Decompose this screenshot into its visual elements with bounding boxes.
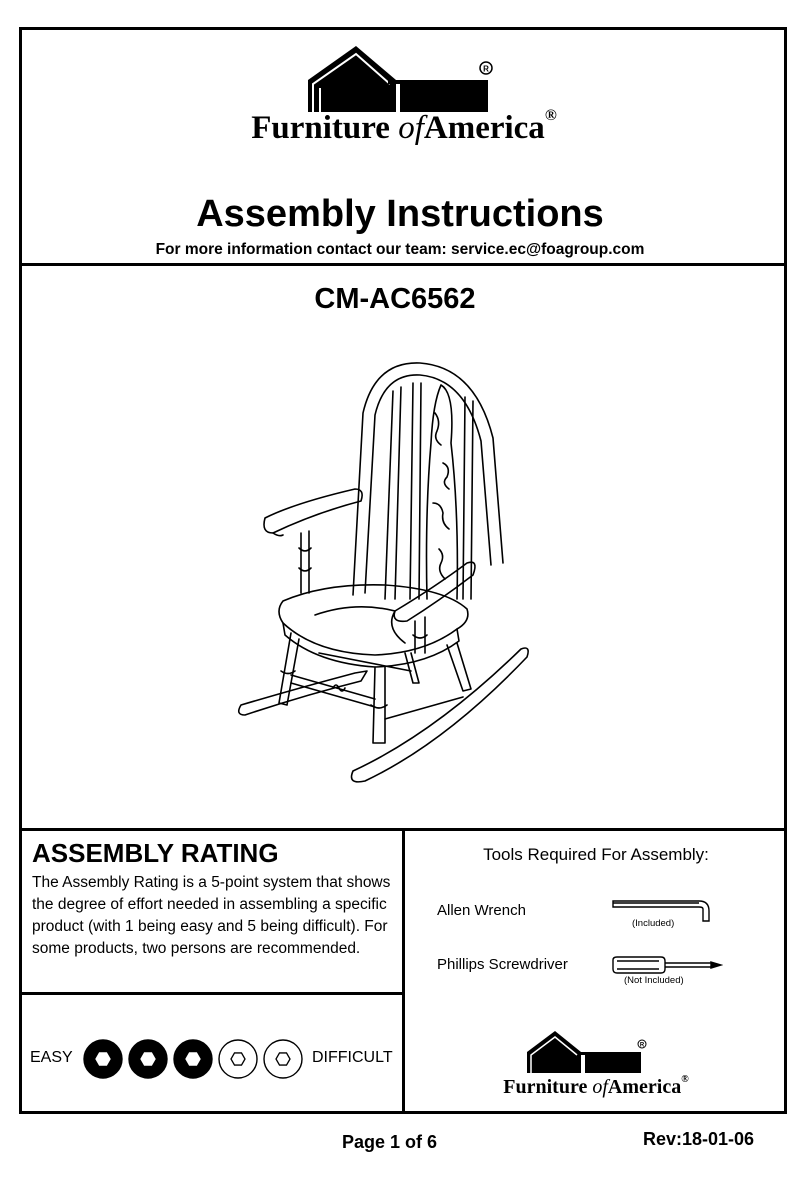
house-logo-small-icon [525, 1030, 647, 1075]
brand-name-small: Furniture ofAmerica® [503, 1074, 689, 1098]
tool-screwdriver-note: (Not Included) [624, 975, 684, 986]
tool-allen-wrench-label: Allen Wrench [437, 902, 526, 919]
rating-divider [19, 992, 404, 995]
screwdriver-icon [611, 955, 723, 975]
rating-dot-filled [84, 1040, 122, 1078]
contact-line: For more information contact our team: service.ec@foagroup.com [155, 241, 645, 258]
model-number: CM-AC6562 [314, 283, 476, 315]
rating-scale [83, 1038, 308, 1080]
document-title: Assembly Instructions [196, 193, 604, 235]
brand-name: Furniture ofAmerica® [251, 107, 557, 146]
difficult-label: DIFFICULT [312, 1049, 393, 1066]
easy-label: EASY [30, 1049, 73, 1066]
rating-dot-filled [174, 1040, 212, 1078]
tool-screwdriver-label: Phillips Screwdriver [437, 956, 568, 973]
rating-dot-filled [129, 1040, 167, 1078]
page-number: Page 1 of 6 [342, 1132, 438, 1152]
rating-dot-empty [264, 1040, 302, 1078]
tools-title: Tools Required For Assembly: [483, 845, 709, 864]
revision: Rev:18-01-06 [643, 1129, 755, 1149]
header-divider [19, 263, 787, 266]
column-divider [402, 828, 405, 1114]
svg-text:R: R [483, 64, 489, 74]
assembly-rating-heading: ASSEMBLY RATING [32, 838, 279, 868]
tool-allen-wrench-note: (Included) [632, 918, 675, 929]
house-logo-icon [304, 44, 494, 116]
rocking-chair-illustration [235, 353, 535, 783]
svg-text:R: R [639, 1042, 645, 1049]
assembly-rating-description: The Assembly Rating is a 5-point system that shows the degree of effort needed in assembling a specific product (with 1 being easy and 5 being difficult). For some products, two persons are recommended. [32, 874, 391, 957]
rating-dot-empty [219, 1040, 257, 1078]
